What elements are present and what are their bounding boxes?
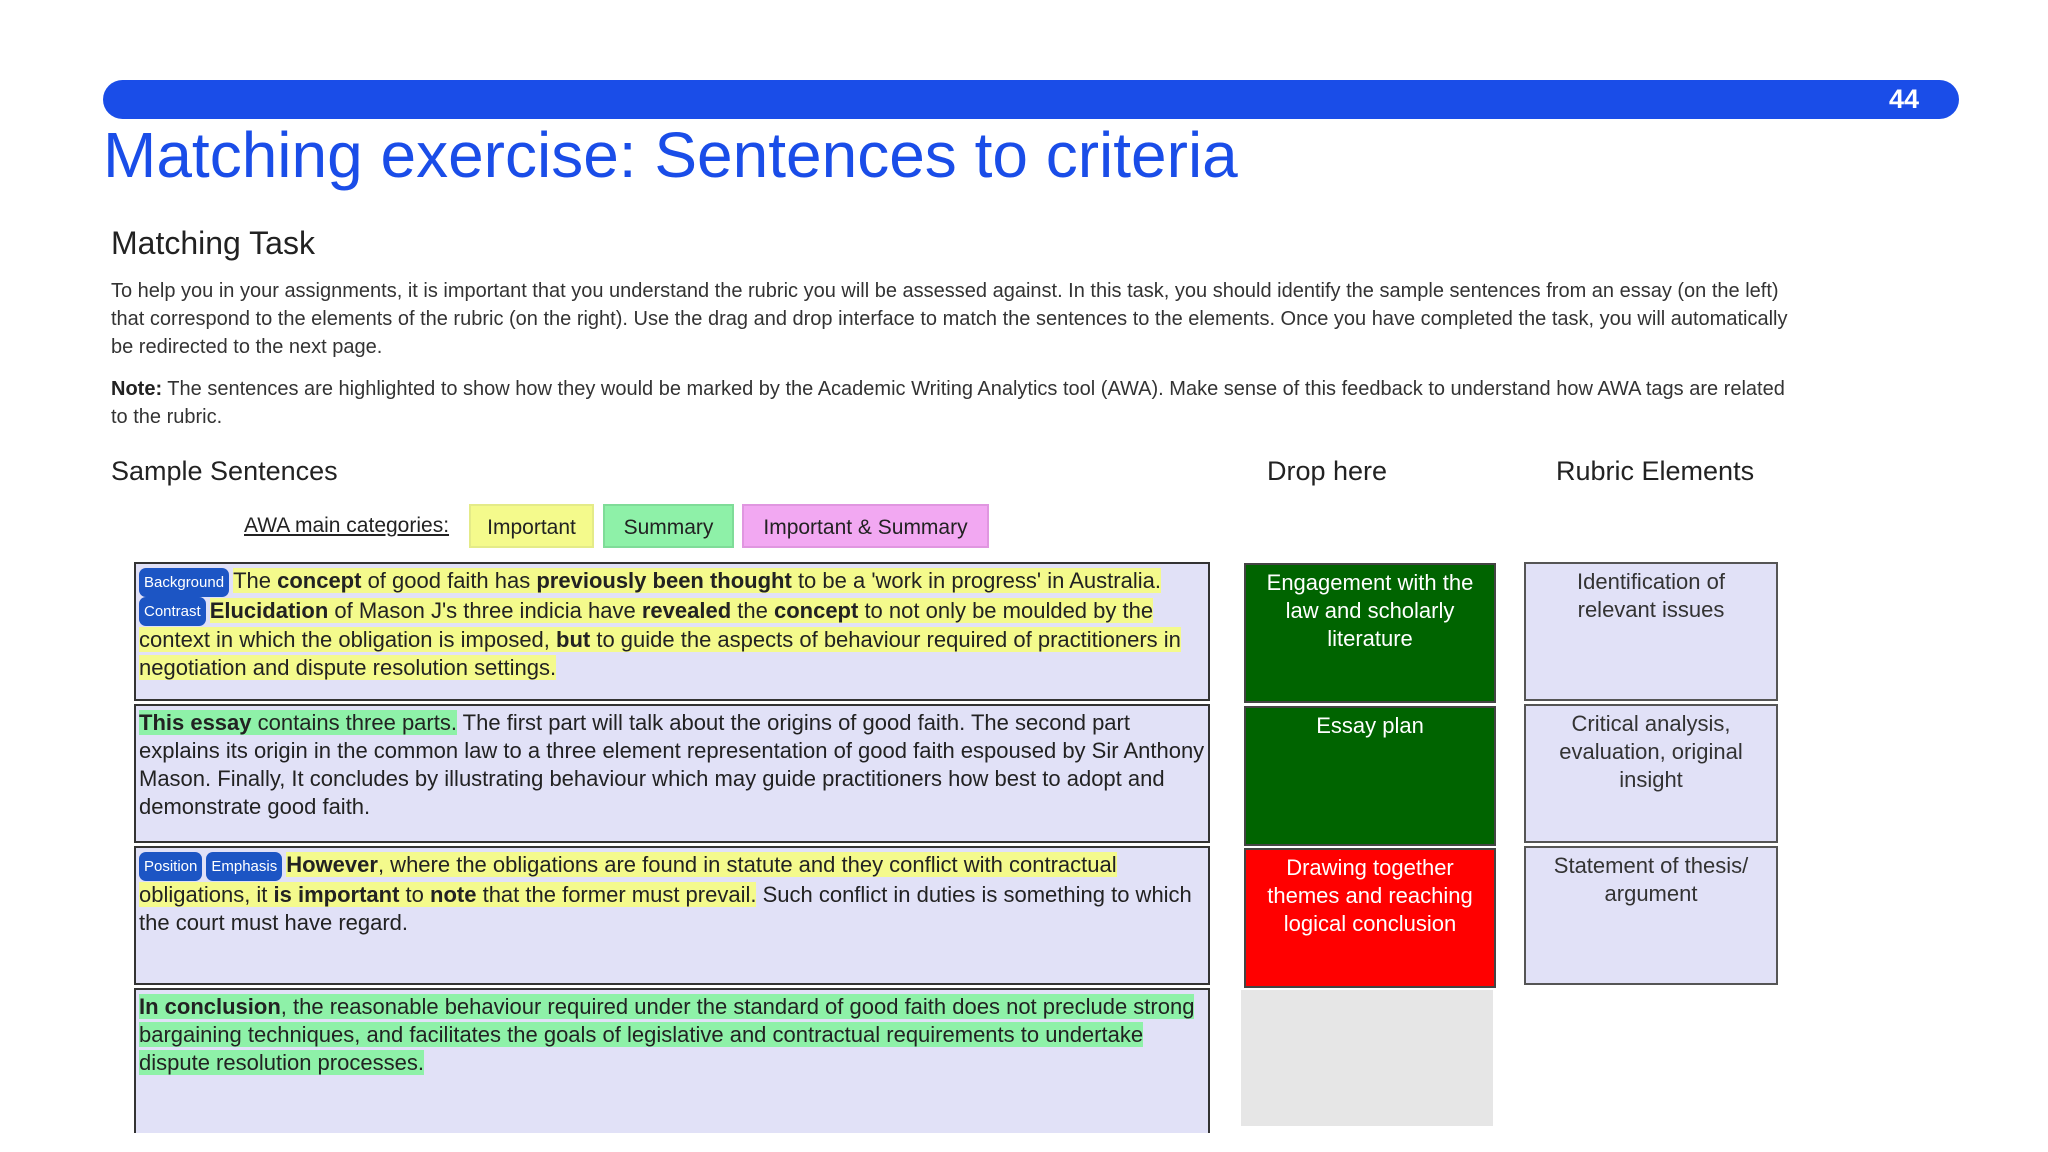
rubric-thesis: Statement of thesis/ argument <box>1524 846 1778 985</box>
sentence-4-text: In conclusion, the reasonable behaviour required under the standard of good faith does not preclude strong bargaining techniques, and facilitates the goals of legislative and contractual requirements to undertake dispute resolution processes. <box>139 994 1195 1075</box>
tag-emphasis: Emphasis <box>206 852 282 881</box>
legend-important: Important <box>469 504 594 548</box>
task-note <box>111 375 1791 431</box>
drop-here-heading: Drop here <box>1267 456 1388 486</box>
sample-sentences-heading: Sample Sentences <box>111 456 338 486</box>
sentence-card-conclusion[interactable] <box>134 988 1210 1133</box>
note-text: The sentences are highlighted to show how they would be marked by the Academic Writing Analytics tool (AWA). Make sense of this feedback to understand how AWA tags are related to the rubric. <box>111 378 1785 428</box>
note-label: Note: <box>111 378 163 400</box>
drop-zone-empty[interactable] <box>1241 990 1493 1126</box>
slide-number: 44 <box>1888 84 1919 114</box>
tag-contrast: Contrast <box>139 597 206 626</box>
drop-zone-essay-plan[interactable]: Essay plan <box>1244 706 1496 846</box>
rubric-elements-heading: Rubric Elements <box>1556 456 1755 486</box>
legend-summary: Summary <box>603 504 734 548</box>
sentence-2-text: The first part will talk about the origins of good faith. The second part explains its origin in the common law to a three element representation of good faith espoused by Sir Anthony Mason. Finally, It concludes by illustrating behaviour which may guide practitioners how best to adopt and demonstrate good faith. <box>139 710 1205 819</box>
sentence-card-background[interactable] <box>134 562 1210 701</box>
task-intro: To help you in your assignments, it is important that you understand the rubric you will be assessed against. In this task, you should identify the sample sentences from an essay (on the left) that correspond to the elements of the rubric (on the right). Use the drag and drop interface to match the sentences to the elements. Once you have completed the task, you will automatically be redirected to the next page. <box>111 280 1788 358</box>
slide-header-bar <box>103 80 1959 119</box>
rubric-critical-analysis: Critical analysis, evaluation, original insight <box>1524 704 1778 843</box>
slide-title: Matching exercise: Sentences to criteria <box>103 119 1238 191</box>
awa-legend-label: AWA main categories: <box>244 514 450 537</box>
task-heading: Matching Task <box>111 225 315 261</box>
drop-zone-engagement[interactable]: Engagement with the law and scholarly literature <box>1244 563 1496 703</box>
sentence-2-summary-text: This essay contains three parts. <box>139 710 457 735</box>
sentence-1-text: The concept of good faith has previously been thought to be a 'work in progress' in Australia. <box>233 568 1161 593</box>
sentence-card-position[interactable] <box>134 846 1210 985</box>
legend-important-summary: Important & Summary <box>742 504 989 548</box>
rubric-identification: Identification of relevant issues <box>1524 562 1778 701</box>
tag-position: Position <box>139 852 202 881</box>
sentence-card-essay-plan[interactable] <box>134 704 1210 843</box>
tag-background: Background <box>139 568 229 597</box>
sentence-3-text: However, where the obligations are found in statute and they conflict with contractual obligations, it is important to note that the former must prevail. <box>139 852 1117 907</box>
sentence-1b-text: Elucidation of Mason J's three indicia have revealed the concept to not only be moulded by the context in which the obligation is imposed, but to guide the aspects of behaviour required of practitioners in negotiation and dispute resolution settings. <box>139 597 1181 681</box>
sentence-3b-text: Such conflict in duties is something to which the court must have regard. <box>139 881 1192 935</box>
drop-zone-conclusion[interactable]: Drawing together themes and reaching logical conclusion <box>1244 848 1496 988</box>
